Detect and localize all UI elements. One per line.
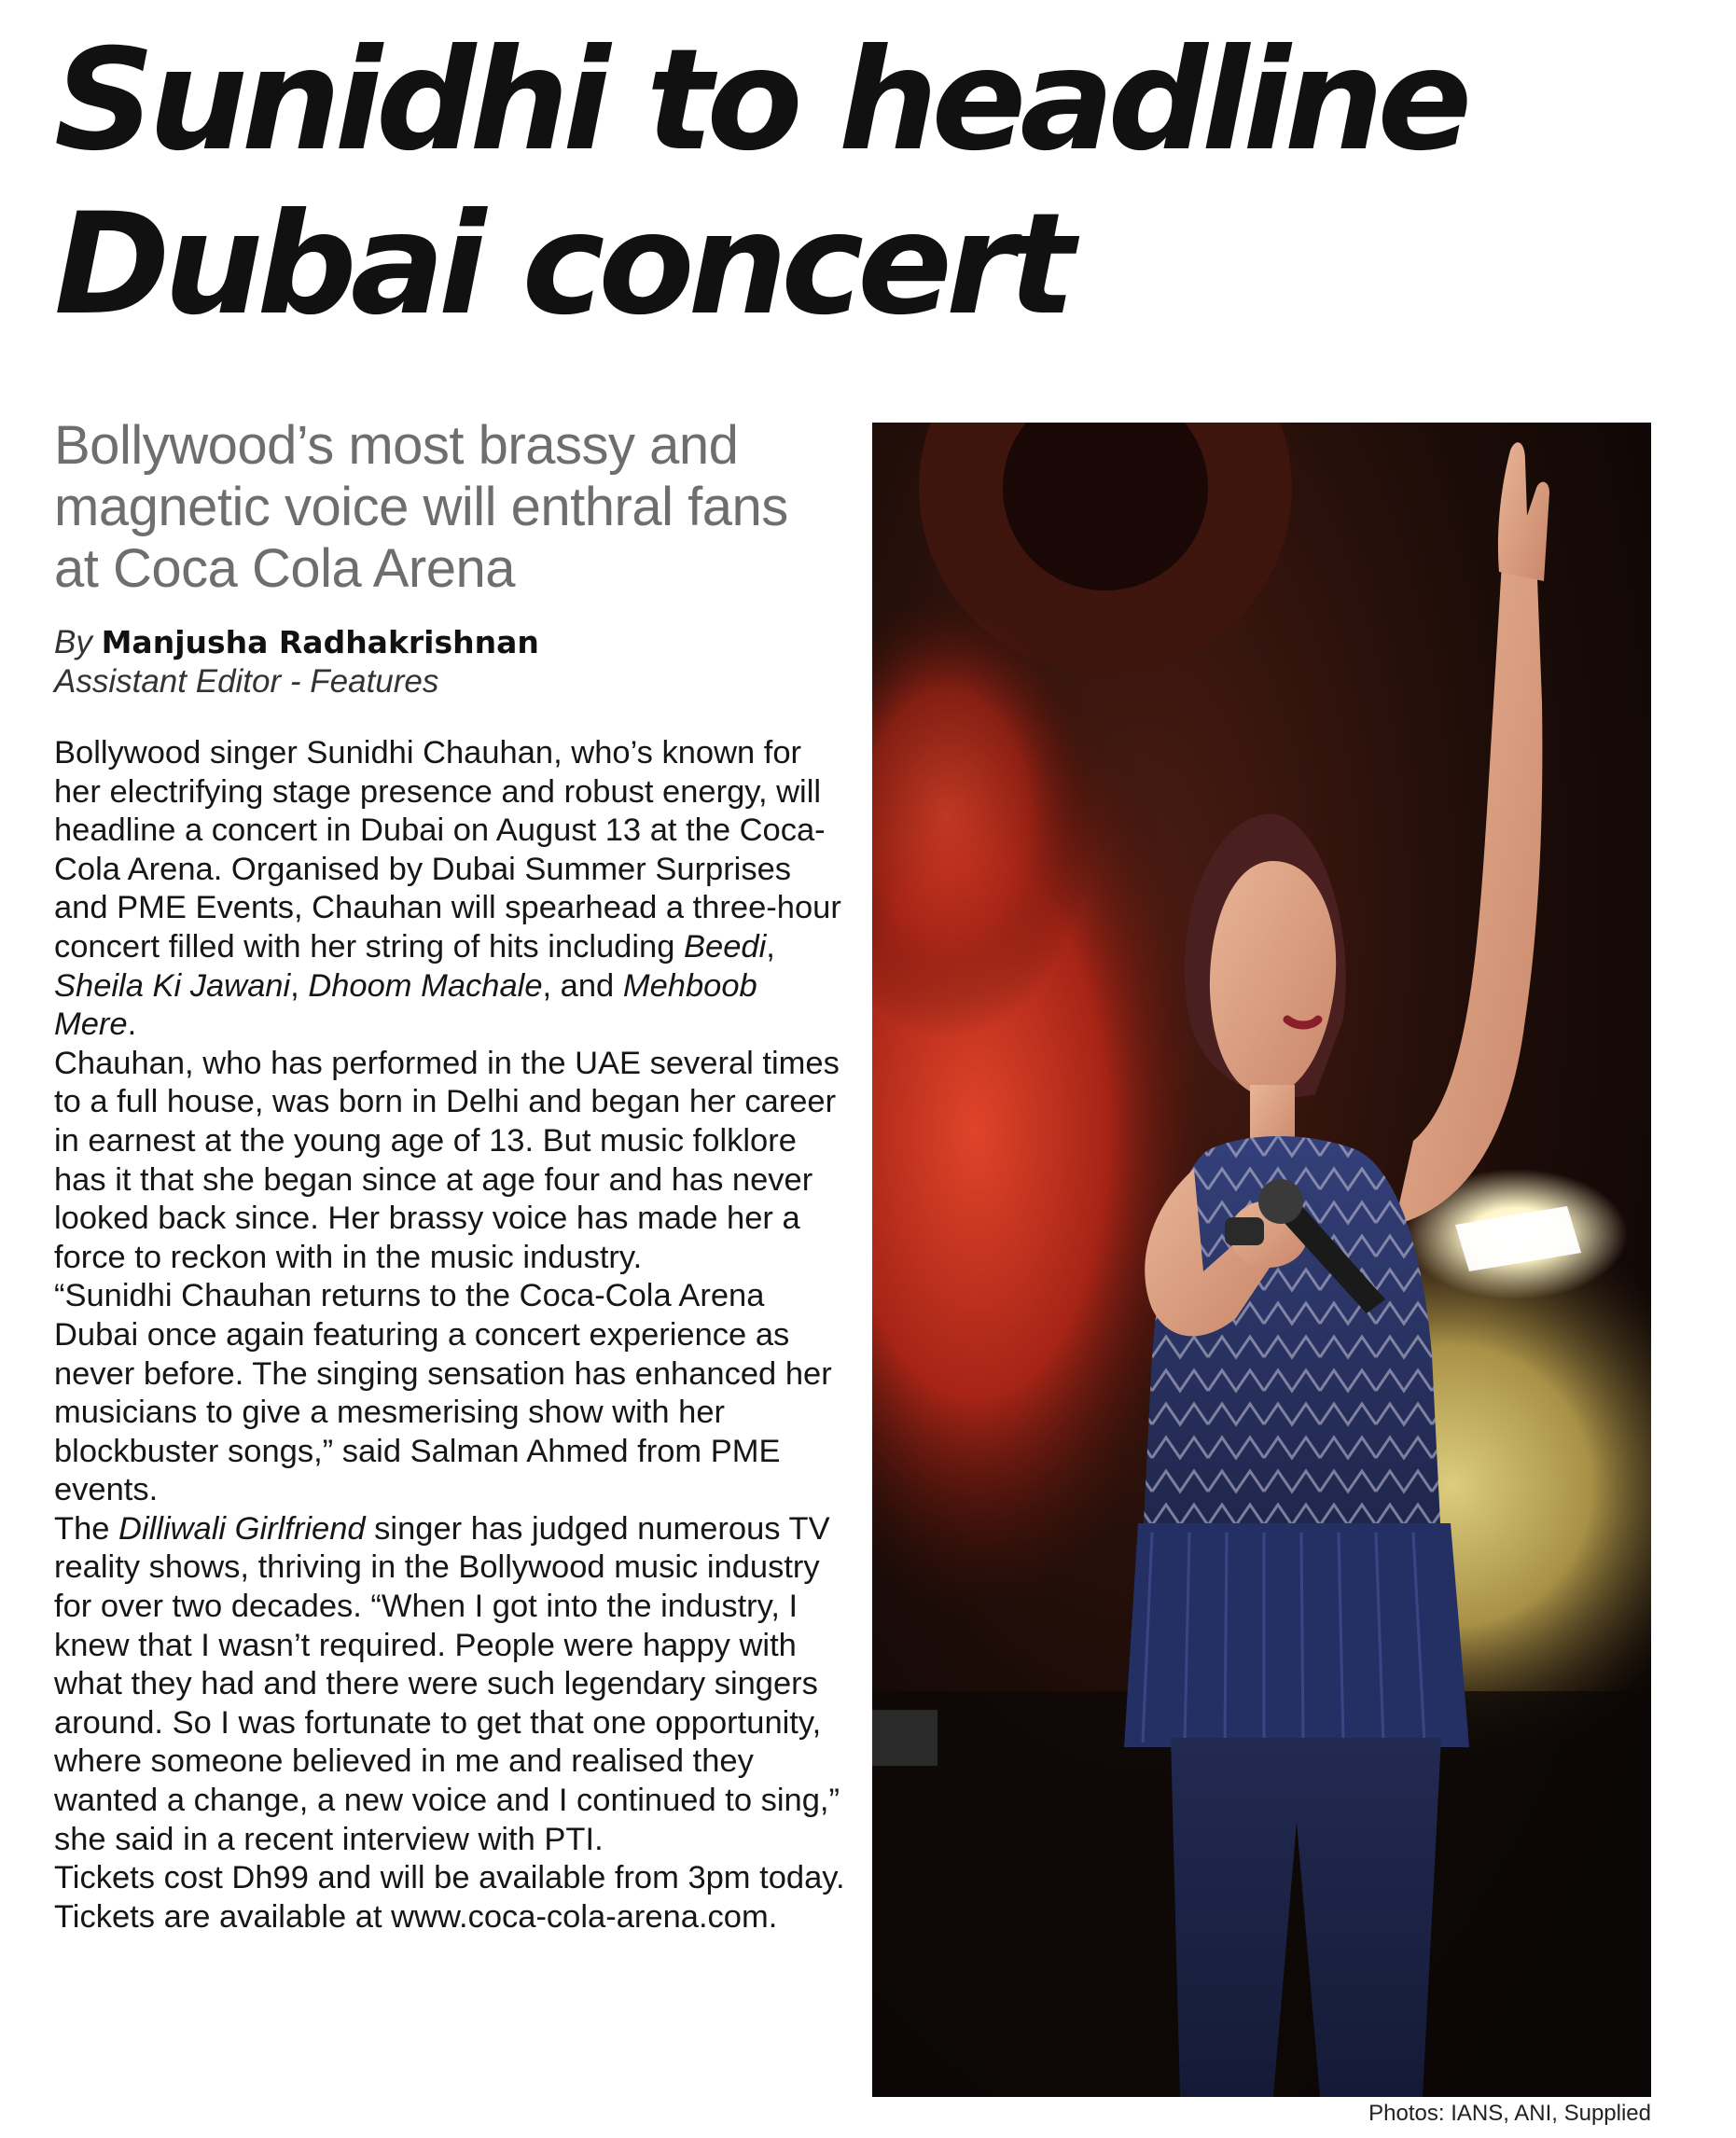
article-body [54,734,847,2105]
song-title-dhoom-machale: Dhoom Machale [308,967,543,1004]
song-title-beedi: Beedi [684,928,767,965]
byline-author: Manjusha Radhakrishnan [101,624,539,660]
singer-wristwatch [1225,1217,1264,1245]
body-paragraph-4 [54,1510,847,1859]
song-separator: , and [542,967,623,1004]
speaker-equipment [872,1710,937,1766]
headline [54,19,1696,347]
headline-line-1: Sunidhi to headline [54,20,1466,182]
song-separator: , [290,967,309,1004]
body-paragraph-1 [54,734,847,1045]
body-paragraph-1-text: Bollywood singer Sunidhi Chauhan, who’s known for her electrifying stage presence and robust energy, will headline a concert in Dubai on August 13 at the Coca-Cola Arena. Organised by Dubai Summer Surprises and PME Events, Chauhan will spearhead a three-hour concert filled with her string of hits including [54,735,841,965]
subheadline: Bollywood’s most brassy and magnetic voice will enthral fans at Coca Cola Arena [54,415,788,599]
body-paragraph-1-end: . [127,1007,137,1043]
body-paragraph-4-start: The [54,1510,119,1547]
song-title-sheila-ki-jawani: Sheila Ki Jawani [54,967,291,1004]
microphone-head [1258,1179,1303,1224]
body-paragraph-5: Tickets cost Dh99 and will be available from 3pm today. Tickets are available at www.coca-cola-arena.com. [54,1860,845,1935]
headline-line-2: Dubai concert [54,184,1069,346]
concert-photo [872,423,1651,2097]
body-paragraph-2: Chauhan, who has performed in the UAE several times to a full house, was born in Delhi and began her career in earnest at the young age of 13. But music folklore has it that she began since at age four and has never looked back since. Her brassy voice has made her a force to reckon with in the music industry. [54,1045,840,1275]
body-paragraph-4-text: singer has judged numerous TV reality shows, thriving in the Bollywood music industry for over two decades. “When I got into the industry, I knew that I wasn’t required. People were happy with what they had and there were such legendary singers around. So I was fortunate to get that one opportunity, where someone believed in me and realised they wanted a change, a new voice and I continued to sing,” she said in a recent interview with PTI. [54,1510,840,1857]
byline [54,623,838,701]
concert-photo-illustration [872,423,1651,2097]
song-title-mehboob-mere: Mehboob Mere [54,967,757,1043]
body-paragraph-3: “Sunidhi Chauhan returns to the Coca-Cola Arena Dubai once again featuring a concert experience as never before. The singing sensation has enhanced her musicians to give a mesmerising show with her blockbuster songs,” said Salman Ahmed from PME events. [54,1278,832,1508]
song-separator: , [766,928,775,965]
film-title: Dilliwali Girlfriend [118,1510,366,1547]
byline-prefix: By [54,624,92,660]
byline-role: Assistant Editor - Features [54,663,439,700]
photo-credit: Photos: IANS, ANI, Supplied [1368,2101,1651,2126]
